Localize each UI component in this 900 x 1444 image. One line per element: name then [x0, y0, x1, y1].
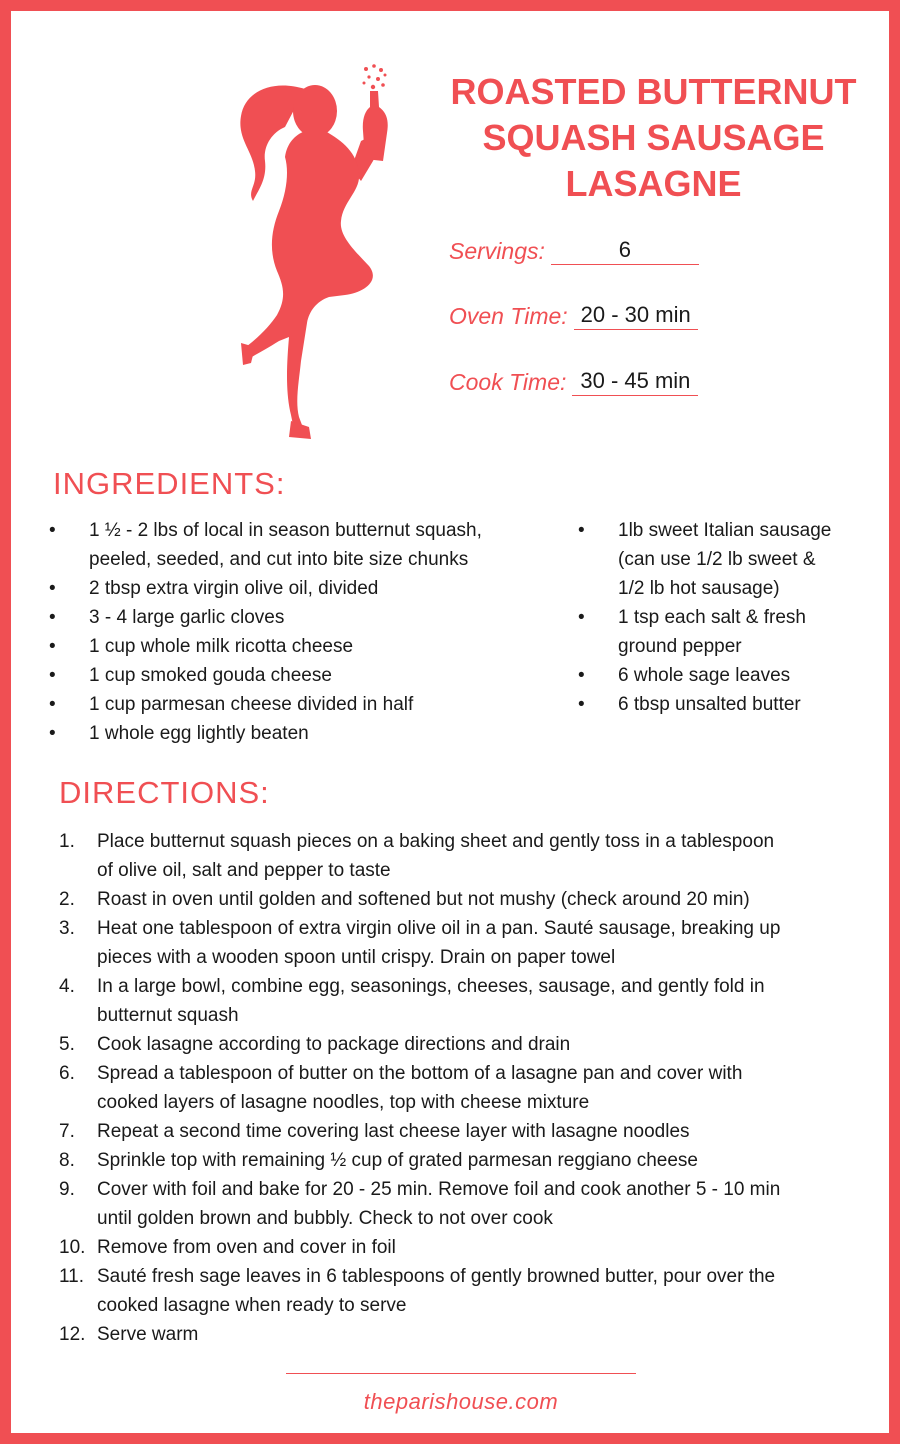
- oven-time-row: [449, 294, 698, 330]
- list-item: • 1 cup whole milk ricotta cheese: [49, 632, 569, 661]
- list-item: • 6 whole sage leaves: [578, 661, 878, 690]
- servings-value: 6: [551, 238, 699, 265]
- cook-time-value: 30 - 45 min: [572, 369, 698, 396]
- step-number: 2.: [59, 889, 75, 910]
- servings-label: Servings:: [449, 238, 545, 264]
- list-item: 9. Cover with foil and bake for 20 - 25 min. Remove foil and cook another 5 - 10 min until golden brown and bubbly. Check to not over cook: [59, 1175, 859, 1233]
- recipe-title: [426, 69, 881, 207]
- ingredients-list-left: [49, 516, 569, 748]
- list-item: • 1lb sweet Italian sausage (can use 1/2 lb sweet & 1/2 lb hot sausage): [578, 516, 878, 603]
- list-item: 12. Serve warm: [59, 1320, 859, 1349]
- step-number: 11.: [59, 1266, 85, 1287]
- list-item: 1. Place butternut squash pieces on a baking sheet and gently toss in a tablespoon of olive oil, salt and pepper to taste: [59, 827, 859, 885]
- step-number: 10.: [59, 1237, 86, 1258]
- list-item: • 6 tbsp unsalted butter: [578, 690, 878, 719]
- step-number: 1.: [59, 831, 75, 852]
- list-item: • 2 tbsp extra virgin olive oil, divided: [49, 574, 569, 603]
- list-item: 10. Remove from oven and cover in foil: [59, 1233, 859, 1262]
- title-line: SQUASH SAUSAGE: [482, 117, 825, 158]
- list-item: 5. Cook lasagne according to package directions and drain: [59, 1030, 859, 1059]
- step-number: 3.: [59, 918, 75, 939]
- list-item: 6. Spread a tablespoon of butter on the bottom of a lasagne pan and cover with cooked layers of lasagne noodles, top with cheese mixture: [59, 1059, 859, 1117]
- ingredients-heading: INGREDIENTS:: [53, 466, 286, 501]
- footer-site-link[interactable]: theparishouse.com: [363, 1389, 559, 1414]
- cook-time-label: Cook Time:: [449, 369, 567, 395]
- step-number: 12.: [59, 1324, 86, 1345]
- list-item: 2. Roast in oven until golden and softened but not mushy (check around 20 min): [59, 885, 859, 914]
- directions-list: [59, 827, 859, 1349]
- step-number: 8.: [59, 1150, 75, 1171]
- step-number: 7.: [59, 1121, 75, 1142]
- oven-time-value: 20 - 30 min: [574, 303, 698, 330]
- title-line: ROASTED BUTTERNUT: [450, 71, 857, 112]
- list-item: • 3 - 4 large garlic cloves: [49, 603, 569, 632]
- list-item: 3. Heat one tablespoon of extra virgin olive oil in a pan. Sauté sausage, breaking up pieces with a wooden spoon until crispy. Drain on paper towel: [59, 914, 859, 972]
- list-item: 11. Sauté fresh sage leaves in 6 tablespoons of gently browned butter, pour over the cooked lasagne when ready to serve: [59, 1262, 859, 1320]
- list-item: 8. Sprinkle top with remaining ½ cup of grated parmesan reggiano cheese: [59, 1146, 859, 1175]
- step-number: 6.: [59, 1063, 75, 1084]
- step-number: 4.: [59, 976, 75, 997]
- list-item: • 1 whole egg lightly beaten: [49, 719, 569, 748]
- footer-divider: [286, 1373, 636, 1374]
- step-number: 5.: [59, 1034, 75, 1055]
- directions-heading: DIRECTIONS:: [59, 775, 270, 810]
- oven-time-label: Oven Time:: [449, 303, 568, 329]
- list-item: 7. Repeat a second time covering last cheese layer with lasagne noodles: [59, 1117, 859, 1146]
- list-item: 4. In a large bowl, combine egg, seasonings, cheeses, sausage, and gently fold in butternut squash: [59, 972, 859, 1030]
- list-item: • 1 ½ - 2 lbs of local in season butternut squash, peeled, seeded, and cut into bite size chunks: [49, 516, 569, 574]
- woman-champagne-silhouette-icon: [233, 61, 418, 441]
- ingredients-list-right: [578, 516, 878, 719]
- list-item: • 1 cup parmesan cheese divided in half: [49, 690, 569, 719]
- cook-time-row: [449, 360, 698, 396]
- list-item: • 1 tsp each salt & fresh ground pepper: [578, 603, 878, 661]
- servings-row: [449, 229, 699, 265]
- step-number: 9.: [59, 1179, 75, 1200]
- list-item: • 1 cup smoked gouda cheese: [49, 661, 569, 690]
- title-line: LASAGNE: [565, 163, 742, 204]
